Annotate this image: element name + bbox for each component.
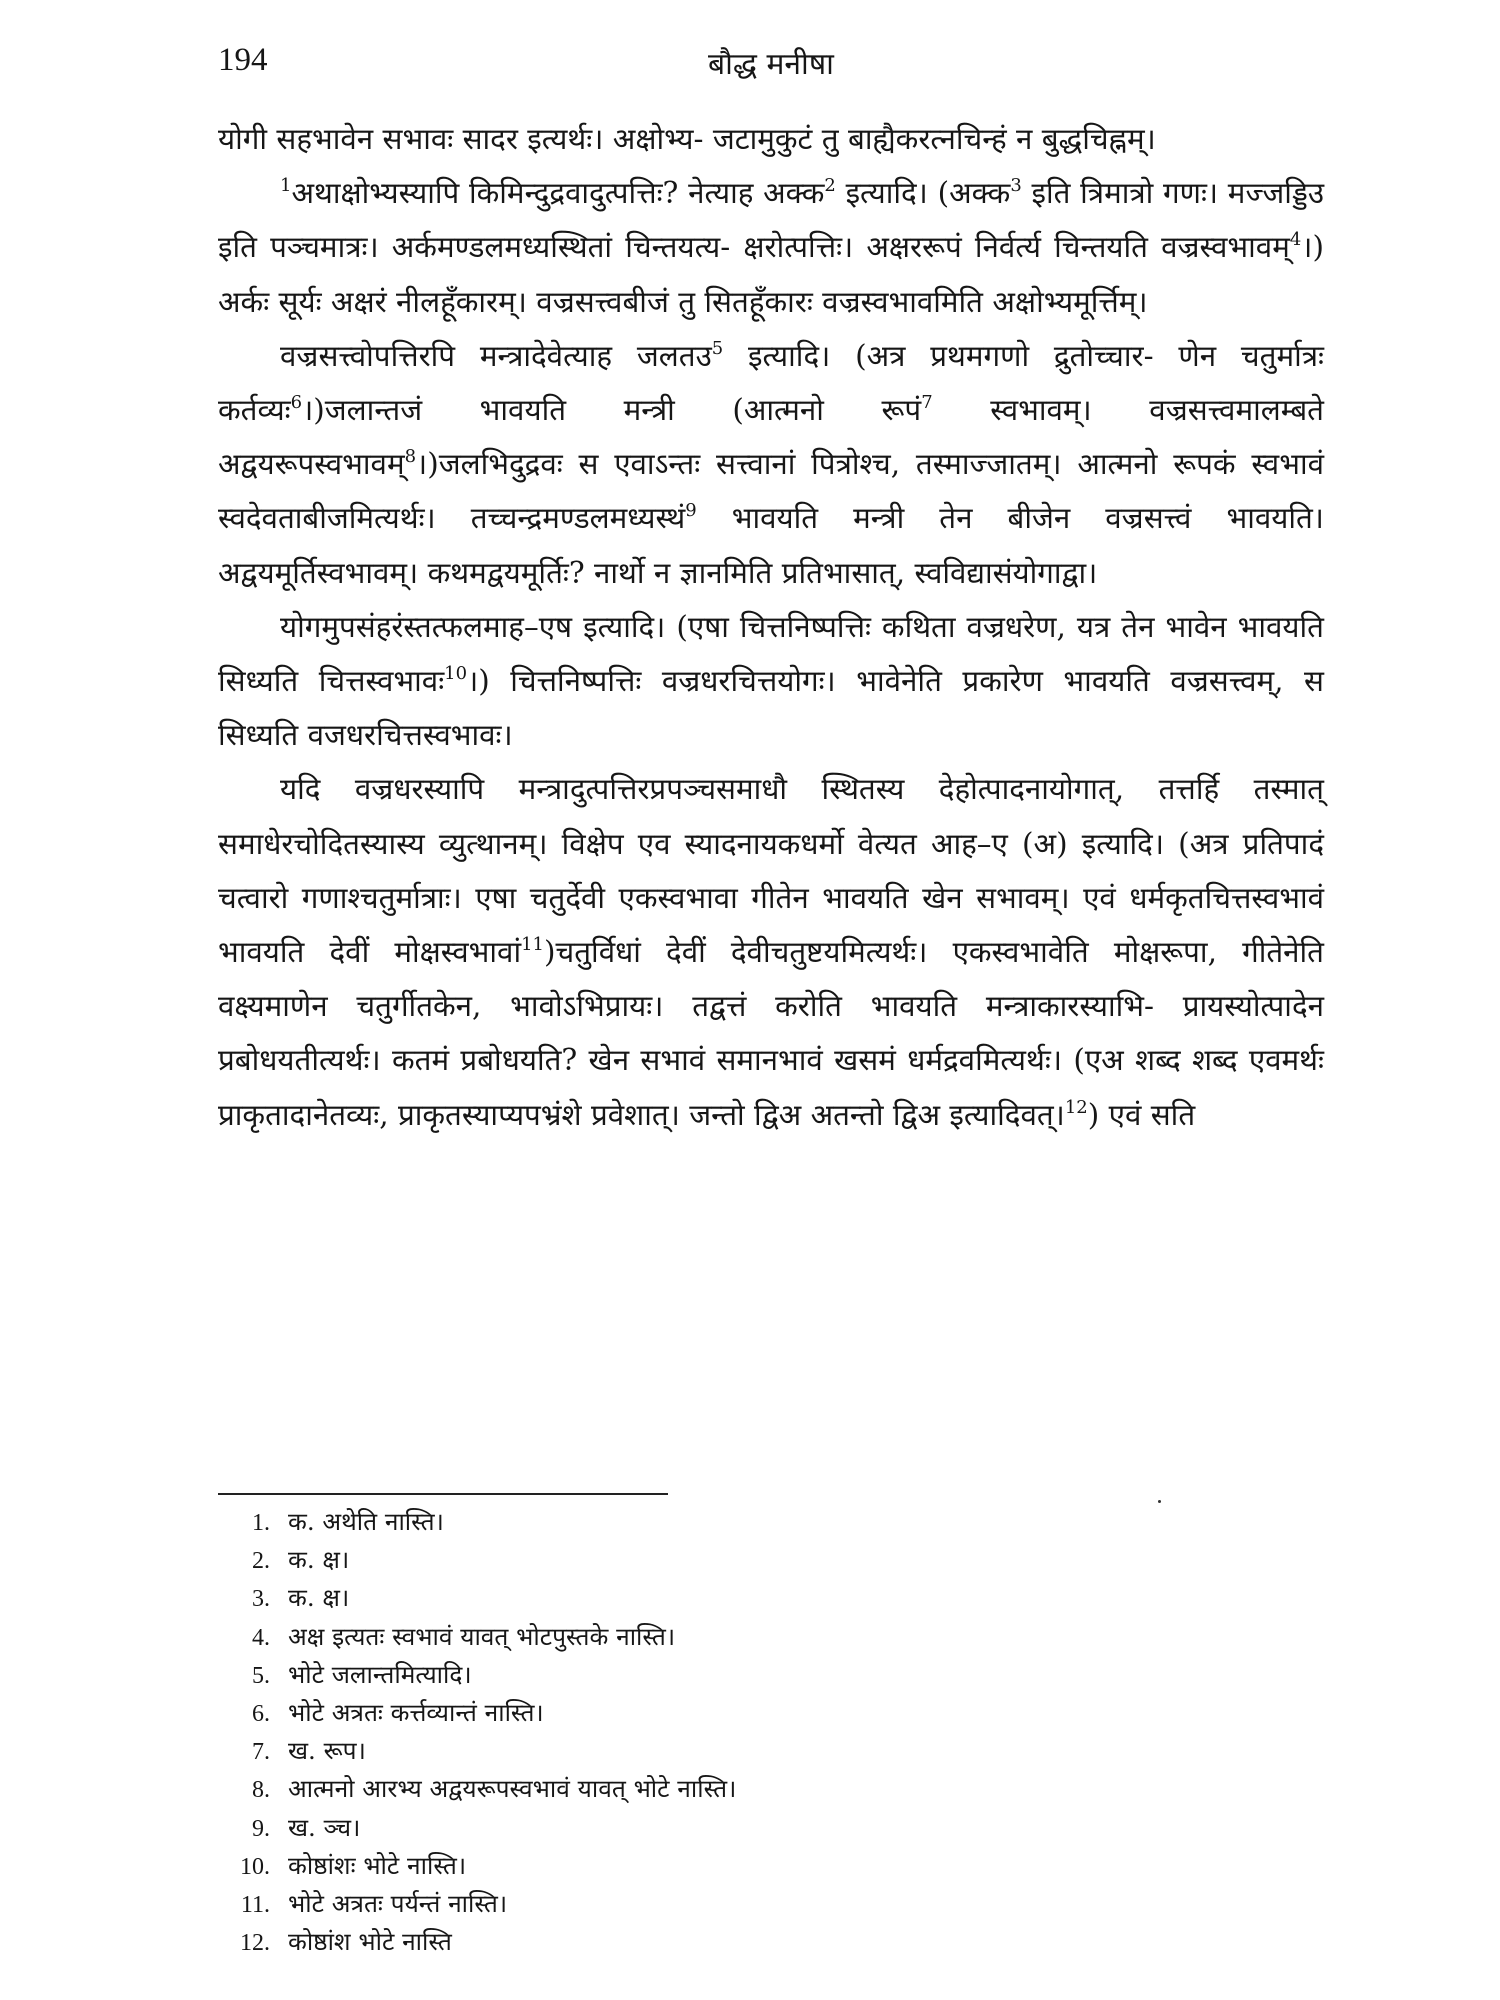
- footnote-text: ख. ञ्च।: [288, 1812, 361, 1842]
- text-run: )चतुर्विधां देवीं देवीचतुष्टयमित्यर्थः। एकस्वभावेति मोक्षरूपा, गीतेनेति वक्ष्यमाणेन चतुर्गीतकेन, भावोऽभिप्रायः। तद्वत्तं करोति भावयति मन्त्राकारस्याभि- प्रायस्योत्पादेन प्रबोधयतीत्यर्थः। कतमं प्रबोधयति? खेन सभावं समानभावं खसमं धर्मद्रवमित्यर्थः। (एअ शब्द शब्द एवमर्थः प्राकृतादानेतव्यः, प्राकृतस्याप्यपभ्रंशे प्रवेशात्। जन्तो द्विअ अतन्तो द्विअ इत्यादिवत्।: [218, 935, 1324, 1132]
- paragraph: [218, 329, 1324, 600]
- footnote-marker: 6: [290, 392, 303, 414]
- footnote-marker: 5: [711, 337, 724, 359]
- footnote-number: 7.: [252, 1739, 270, 1766]
- text-run: भावयति मन्त्री तेन बीजेन वज्रसत्त्वं भावयति। अद्वयमूर्तिस्वभावम्। कथमद्वयमूर्तिः? नार्थो न ज्ञानमिति प्रतिभासात्, स्वविद्यासंयोगाद्वा।: [218, 501, 1324, 590]
- text-run: ।) चित्तनिष्पत्तिः वज्रधरचित्तयोगः। भावेनेति प्रकारेण भावयति वज्रसत्त्वम्, स सिध्यति वजधरचित्तस्वभावः।: [218, 664, 1324, 753]
- footnote-text: भोटे अत्रतः कर्त्तव्यान्तं नास्ति।: [288, 1697, 544, 1727]
- text-run: ।)जलान्तजं भावयति मन्त्री (आत्मनो रूपं: [302, 393, 922, 428]
- text-run: अथाक्षोभ्यस्यापि किमिन्दुद्रवादुत्पत्तिः? नेत्याह अक्क: [291, 176, 825, 211]
- footnote: [218, 1732, 1118, 1770]
- footnote: [218, 1885, 1118, 1923]
- footnote-text: ख. रूप।: [288, 1736, 366, 1766]
- text-run: इत्यादि। (अत्र प्रथमगणो द्रुतोच्चार- णेन चतुर्मात्रः कर्तव्यः: [218, 338, 1324, 428]
- footnote-marker: 9: [685, 500, 697, 522]
- footnote-text: आत्मनो आरभ्य अद्वयरूपस्वभावं यावत् भोटे नास्ति।: [288, 1774, 737, 1804]
- text-run: इत्यादि। (अक्क: [835, 176, 1011, 211]
- footnote-text: भोटे अत्रतः पर्यन्तं नास्ति।: [288, 1888, 508, 1918]
- footnote-marker: 3: [1010, 175, 1022, 197]
- page-number: 194: [218, 42, 268, 78]
- footnote-marker: 12: [1064, 1096, 1088, 1118]
- footnote-marker: 8: [404, 446, 417, 468]
- paragraph: [218, 600, 1324, 763]
- footnote-number: 3.: [252, 1586, 270, 1613]
- footnote: [218, 1770, 1118, 1808]
- footnote: [218, 1503, 1118, 1541]
- footnote-separator: [218, 1493, 668, 1495]
- footnote: [218, 1656, 1118, 1694]
- footnote-number: 5.: [252, 1662, 270, 1689]
- footnote-marker: 2: [824, 175, 836, 197]
- footnotes: [218, 1503, 1118, 1961]
- footnote-text: क. क्ष।: [288, 1545, 350, 1575]
- text-run: योगी सहभावेन सभावः सादर इत्यर्थः। अक्षोभ्य- जटामुकुटं तु बाह्यैकरत्नचिन्हं न बुद्धचिह्नम्।: [218, 122, 1156, 156]
- footnote-text: क. क्ष।: [288, 1583, 350, 1613]
- footnote-number: 10.: [240, 1853, 270, 1880]
- footnote: [218, 1923, 1118, 1961]
- text-run: इति त्रिमात्रो गणः। मज्जड्डिउ इति पञ्चमात्रः। अर्कमण्डलमध्यस्थितां चिन्तयत्य- क्षरोत्पत्तिः। अक्षररूपं निर्वर्त्य चिन्तयति वज्रस्वभावम्: [218, 176, 1324, 265]
- footnote-text: क. अथेति नास्ति।: [288, 1507, 444, 1536]
- footnote: [218, 1541, 1118, 1579]
- text-run: ।)जलभिदुद्रवः स एवाऽन्तः सत्त्वानां पित्रोश्च, तस्माज्जातम्। आत्मनो रूपकं स्वभावं स्वदेवताबीजमित्यर्थः। तच्चन्द्रमण्डलमध्यस्थं: [218, 447, 1324, 536]
- text-run: योगमुपसंहरंस्तत्फलमाह–एष इत्यादि। (एषा चित्तनिष्पत्तिः कथिता वज्रधरेण, यत्र तेन भावेन भावयति सिध्यति चित्तस्वभावः: [218, 609, 1324, 699]
- paragraph: [218, 166, 1324, 329]
- text-run: ) एवं सति: [1087, 1097, 1196, 1132]
- text-run: स्वभावम्। वज्रसत्त्वमालम्बते अद्वयरूपस्वभावम्: [218, 393, 1324, 482]
- footnote: [218, 1809, 1118, 1847]
- footnote-marker: 1: [280, 175, 292, 197]
- footnote-text: भोटे जलान्तमित्यादि।: [288, 1659, 472, 1689]
- text-run: ।) अर्कः सूर्यः अक्षरं नीलहूँकारम्। वज्रसत्त्वबीजं तु सितहूँकारः वज्रस्वभावमिति अक्षोभ्यमूर्त्तिम्।: [218, 230, 1324, 319]
- text-run: यदि वज्रधरस्यापि मन्त्रादुत्पत्तिरप्रपञ्चसमाधौ स्थितस्य देहोत्पादनायोगात्, तत्तर्हि तस्मात् समाधेरचोदितस्यास्य व्युत्थानम्। विक्षेप एव स्यादनायकधर्मो वेत्यत आह–ए (अ) इत्यादि। (अत्र प्रतिपादं चत्वारो गणाश्चतुर्मात्राः। एषा चतुर्देवी एकस्वभावा गीतेन भावयति खेन सभावम्। एवं धर्मकृतचित्तस्वभावं भावयति देवीं मोक्षस्वभावां: [218, 772, 1324, 970]
- footnote: [218, 1618, 1118, 1656]
- footnote-marker: 4: [1289, 229, 1302, 251]
- running-title: बौद्ध मनीषा: [708, 47, 834, 82]
- footnote: [218, 1847, 1118, 1885]
- footnote-number: 6.: [252, 1700, 270, 1727]
- paragraph: [218, 112, 1324, 166]
- footnote-number: 9.: [252, 1815, 270, 1842]
- footnote-text: कोष्ठांश भोटे नास्ति: [288, 1927, 452, 1957]
- main-text: [218, 112, 1324, 1142]
- footnote-number: 12.: [240, 1930, 270, 1957]
- footnote-number: 4.: [252, 1624, 270, 1651]
- footnote: [218, 1579, 1118, 1617]
- footnote: [218, 1694, 1118, 1732]
- footnote-number: 11.: [240, 1891, 270, 1918]
- footnote-number: 2.: [252, 1548, 270, 1575]
- text-run: वज्रसत्त्वोपत्तिरपि मन्त्रादेवेत्याह जलतउ: [280, 338, 712, 373]
- footnote-text: अक्ष इत्यतः स्वभावं यावत् भोटपुस्तके नास्ति।: [288, 1621, 676, 1651]
- footnote-text: कोष्ठांशः भोटे नास्ति।: [288, 1850, 467, 1880]
- footnote-marker: 10: [444, 663, 468, 685]
- print-speck: [1158, 1500, 1161, 1503]
- paragraph: [218, 762, 1324, 1141]
- page-header: [218, 42, 1324, 90]
- footnote-marker: 7: [921, 392, 933, 414]
- footnote-number: 1.: [252, 1510, 270, 1536]
- footnote-marker: 11: [521, 934, 544, 956]
- footnote-number: 8.: [252, 1777, 270, 1804]
